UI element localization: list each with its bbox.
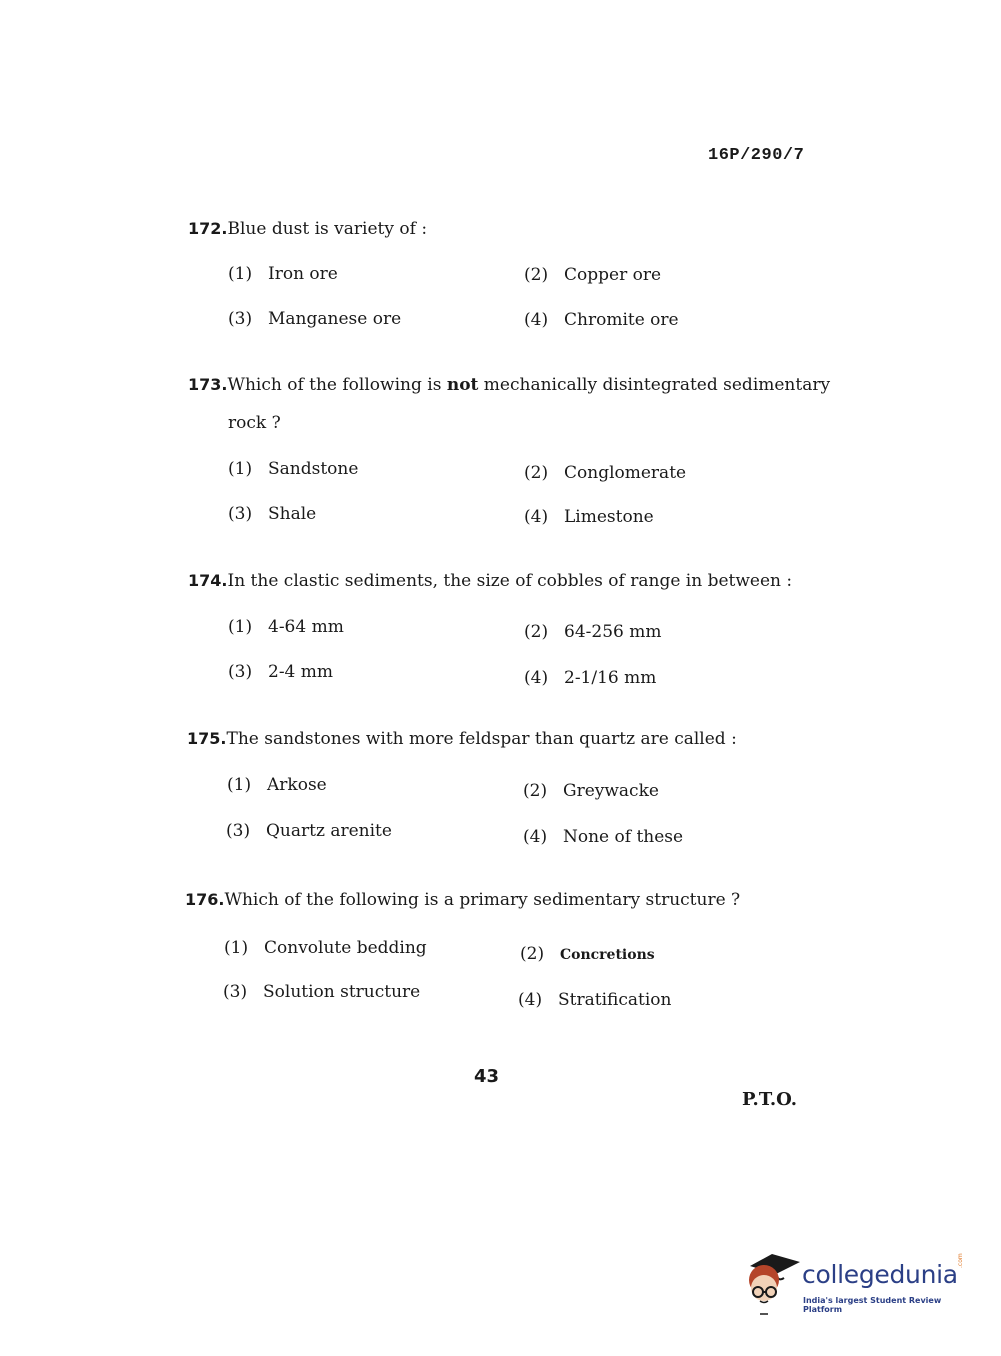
option-text: 2-4 mm: [268, 662, 334, 682]
question-text: [188, 571, 792, 591]
option-text: Greywacke: [563, 781, 659, 801]
option-number: (4): [524, 507, 549, 527]
option-2: [524, 622, 661, 642]
option-number: (3): [228, 309, 253, 329]
option-3: [228, 309, 401, 329]
option-text: Copper ore: [564, 265, 662, 285]
question-text: [188, 375, 830, 395]
option-text: Manganese ore: [268, 309, 402, 329]
question-stem: The sandstones with more feldspar than quartz are called :: [226, 729, 737, 749]
brand-tagline: India's largest Student Review Platform: [803, 1296, 942, 1314]
please-turn-over: P.T.O.: [742, 1089, 798, 1110]
option-text: Convolute bedding: [264, 938, 427, 958]
question-text: [187, 729, 737, 749]
option-number: (4): [518, 990, 543, 1010]
brand-name: collegedunia: [802, 1260, 958, 1289]
question-number: 174.: [188, 571, 228, 590]
option-2: [524, 265, 661, 285]
option-number: (1): [228, 459, 253, 479]
option-4: [524, 310, 679, 330]
option-number: (2): [524, 463, 549, 483]
option-text: Conglomerate: [564, 463, 687, 483]
question-stem: Which of the following is a primary sedimentary structure ?: [224, 890, 741, 910]
option-1: [228, 459, 358, 479]
option-number: (3): [226, 821, 251, 841]
option-4: [524, 507, 654, 527]
option-4: [518, 990, 671, 1010]
option-number: (3): [223, 982, 248, 1002]
brand-domain-suffix: .com: [957, 1253, 964, 1268]
option-number: (2): [524, 265, 549, 285]
option-text: 4-64 mm: [268, 617, 344, 637]
option-number: (1): [228, 617, 253, 637]
question-stem: Blue dust is variety of :: [227, 219, 428, 239]
question-stem: In the clastic sediments, the size of cobbles of range in between :: [227, 571, 793, 591]
option-2: [524, 463, 686, 483]
option-3: [226, 821, 392, 841]
option-number: (1): [227, 775, 252, 795]
question-continuation: rock ?: [228, 413, 281, 433]
question-text: [188, 219, 427, 239]
option-text: 64-256 mm: [564, 622, 662, 642]
option-number: (4): [524, 668, 549, 688]
question-stem-part: mechanically disintegrated sedimentary: [478, 375, 831, 395]
question-number: 173.: [188, 375, 228, 394]
question-stem-part: Which of the following is: [227, 375, 447, 395]
question-emphasis: not: [446, 375, 479, 395]
option-number: (1): [228, 264, 253, 284]
option-text: Chromite ore: [564, 310, 679, 330]
option-number: (3): [228, 504, 253, 524]
question-number: 175.: [187, 729, 227, 748]
option-2: [520, 944, 655, 964]
option-1: [224, 938, 427, 958]
question-number: 176.: [185, 890, 225, 909]
option-4: [523, 827, 683, 847]
option-text: Solution structure: [263, 982, 421, 1002]
option-number: (4): [523, 827, 548, 847]
option-text: Shale: [268, 504, 317, 524]
option-1: [227, 775, 327, 795]
question-number: 172.: [188, 219, 228, 238]
question-text: [185, 890, 740, 910]
option-text: Stratification: [558, 990, 672, 1010]
option-number: (2): [524, 622, 549, 642]
option-4: [524, 668, 656, 688]
option-2: [523, 781, 659, 801]
option-1: [228, 617, 344, 637]
option-text: Concretions: [560, 947, 655, 963]
option-text: Sandstone: [268, 459, 359, 479]
option-text: 2-1/16 mm: [564, 668, 657, 688]
option-number: (1): [224, 938, 249, 958]
option-text: Arkose: [267, 775, 327, 795]
option-1: [228, 264, 338, 284]
option-number: (4): [524, 310, 549, 330]
mascot-icon: [742, 1248, 800, 1316]
page-number: 43: [474, 1066, 500, 1087]
option-number: (3): [228, 662, 253, 682]
option-text: Iron ore: [268, 264, 338, 284]
collegedunia-logo: [742, 1248, 972, 1318]
option-text: Quartz arenite: [266, 821, 392, 841]
option-3: [228, 504, 316, 524]
paper-code: 16P/290/7: [708, 146, 805, 165]
option-number: (2): [520, 944, 545, 964]
option-number: (2): [523, 781, 548, 801]
option-3: [228, 662, 333, 682]
option-text: Limestone: [564, 507, 654, 527]
option-3: [223, 982, 420, 1002]
option-text: None of these: [563, 827, 684, 847]
